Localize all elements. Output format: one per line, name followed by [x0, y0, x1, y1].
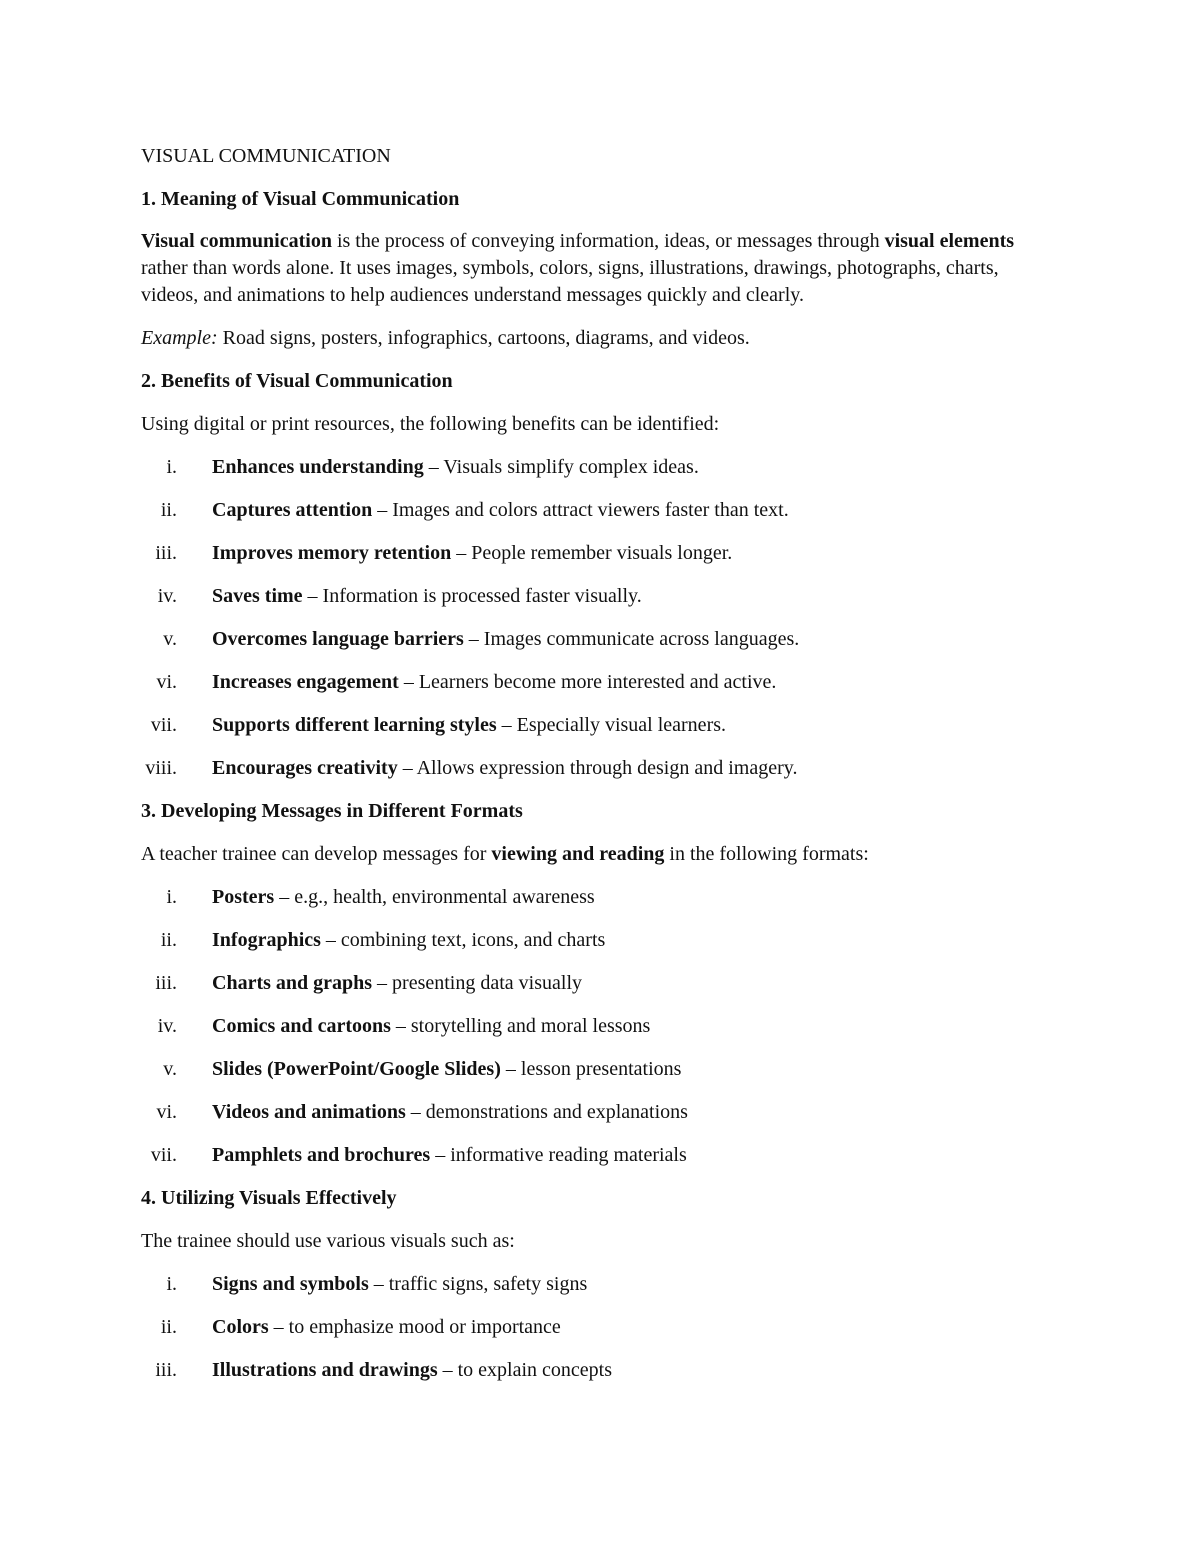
- list-desc: – demonstrations and explanations: [405, 1101, 688, 1123]
- section-1-heading: 1. Meaning of Visual Communication: [141, 188, 460, 210]
- list-number: vi.: [156, 1101, 177, 1123]
- list-desc: – Information is processed faster visually.: [302, 585, 642, 607]
- list-term: Signs and symbols: [212, 1273, 369, 1295]
- document-body: [141, 142, 1041, 1384]
- list-term: Infographics: [212, 929, 321, 951]
- list-number: iv.: [157, 585, 177, 607]
- list-term: Overcomes language barriers: [212, 628, 464, 650]
- section-3-intro: [141, 840, 1041, 868]
- list-item: [141, 1012, 1041, 1040]
- list-item: [141, 1141, 1041, 1169]
- list-desc: – to emphasize mood or importance: [268, 1316, 561, 1338]
- list-desc: – Allows expression through design and imagery.: [397, 757, 798, 779]
- list-number: iii.: [155, 972, 177, 994]
- list-number: i.: [166, 456, 177, 478]
- formats-list: [141, 883, 1041, 1169]
- list-item: [141, 754, 1041, 782]
- list-term: Videos and animations: [212, 1101, 406, 1123]
- list-number: vii.: [150, 1144, 177, 1166]
- list-desc: – Images communicate across languages.: [463, 628, 800, 650]
- list-term: Captures attention: [212, 499, 373, 521]
- list-desc: – informative reading materials: [430, 1144, 687, 1166]
- list-item: [141, 453, 1041, 481]
- list-item: [141, 625, 1041, 653]
- list-number: iv.: [157, 1015, 177, 1037]
- list-number: ii.: [160, 929, 177, 951]
- list-item: [141, 1313, 1041, 1341]
- intro-text: A teacher trainee can develop messages for: [141, 843, 492, 865]
- intro-text: in the following formats:: [664, 843, 869, 865]
- list-term: Colors: [212, 1316, 269, 1338]
- list-desc: – lesson presentations: [500, 1058, 682, 1080]
- list-term: Encourages creativity: [212, 757, 398, 779]
- list-item: [141, 496, 1041, 524]
- list-item: [141, 539, 1041, 567]
- term-visual-communication: Visual communication: [141, 230, 332, 252]
- paragraph-text: rather than words alone. It uses images, symbols, colors, signs, illustrations, drawings, photographs, charts, videos, and animations to help audiences understand messages quickly and clearly.: [141, 257, 999, 306]
- list-desc: – Visuals simplify complex ideas.: [423, 456, 699, 478]
- example-label: Example:: [141, 327, 218, 349]
- term-visual-elements: visual elements: [884, 230, 1015, 252]
- list-item: [141, 883, 1041, 911]
- list-term: Comics and cartoons: [212, 1015, 391, 1037]
- list-number: viii.: [145, 757, 177, 779]
- list-desc: – Learners become more interested and active.: [398, 671, 777, 693]
- list-term: Illustrations and drawings: [212, 1359, 438, 1381]
- example-text: Road signs, posters, infographics, cartoons, diagrams, and videos.: [217, 327, 750, 349]
- list-term: Increases engagement: [212, 671, 399, 693]
- list-item: [141, 1055, 1041, 1083]
- section-2-heading: 2. Benefits of Visual Communication: [141, 370, 453, 392]
- list-number: ii.: [160, 1316, 177, 1338]
- list-term: Posters: [212, 886, 275, 908]
- list-term: Charts and graphs: [212, 972, 373, 994]
- list-number: iii.: [155, 542, 177, 564]
- intro-emphasis: viewing and reading: [491, 843, 665, 865]
- list-item: [141, 1098, 1041, 1126]
- list-desc: – to explain concepts: [437, 1359, 613, 1381]
- list-desc: – traffic signs, safety signs: [368, 1273, 588, 1295]
- list-number: i.: [166, 1273, 177, 1295]
- list-term: Saves time: [212, 585, 303, 607]
- list-term: Enhances understanding: [212, 456, 424, 478]
- section-1-paragraph: [141, 228, 1041, 309]
- list-desc: – e.g., health, environmental awareness: [274, 886, 595, 908]
- visuals-list: [141, 1270, 1041, 1384]
- list-number: iii.: [155, 1359, 177, 1381]
- list-item: [141, 711, 1041, 739]
- section-4-heading: 4. Utilizing Visuals Effectively: [141, 1187, 397, 1209]
- list-desc: – Especially visual learners.: [496, 714, 727, 736]
- list-term: Slides (PowerPoint/Google Slides): [212, 1058, 501, 1080]
- benefits-list: [141, 453, 1041, 782]
- list-item: [141, 582, 1041, 610]
- list-item: [141, 969, 1041, 997]
- section-2-intro: Using digital or print resources, the following benefits can be identified:: [141, 413, 720, 435]
- list-term: Improves memory retention: [212, 542, 452, 564]
- list-number: vi.: [156, 671, 177, 693]
- section-1-example: [141, 324, 1041, 352]
- list-number: i.: [166, 886, 177, 908]
- list-desc: – People remember visuals longer.: [451, 542, 733, 564]
- paragraph-text: is the process of conveying information, ideas, or messages through: [331, 230, 885, 252]
- document-title: VISUAL COMMUNICATION: [141, 145, 391, 167]
- section-3-heading: 3. Developing Messages in Different Formats: [141, 800, 523, 822]
- list-number: v.: [163, 628, 177, 650]
- list-term: Supports different learning styles: [212, 714, 497, 736]
- list-desc: – combining text, icons, and charts: [320, 929, 606, 951]
- list-item: [141, 1270, 1041, 1298]
- list-term: Pamphlets and brochures: [212, 1144, 431, 1166]
- section-4-intro: The trainee should use various visuals such as:: [141, 1230, 515, 1252]
- list-number: vii.: [150, 714, 177, 736]
- list-desc: – storytelling and moral lessons: [390, 1015, 651, 1037]
- list-number: v.: [163, 1058, 177, 1080]
- list-desc: – Images and colors attract viewers faster than text.: [372, 499, 789, 521]
- list-item: [141, 926, 1041, 954]
- list-item: [141, 1356, 1041, 1384]
- list-number: ii.: [160, 499, 177, 521]
- list-item: [141, 668, 1041, 696]
- list-desc: – presenting data visually: [372, 972, 582, 994]
